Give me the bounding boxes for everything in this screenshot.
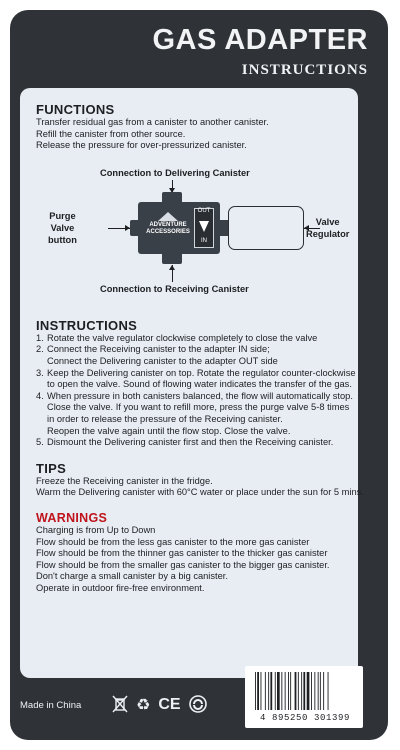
functions-line: Transfer residual gas from a canister to another canister. (36, 117, 269, 127)
certification-icons (112, 692, 207, 718)
functions-title: FUNCTIONS (36, 102, 115, 117)
warnings-section (36, 511, 350, 595)
adapter-diagram (36, 168, 358, 304)
recycle-icon: ♻ (136, 695, 151, 714)
regulator-stem (220, 220, 228, 236)
functions-section (36, 102, 350, 152)
tips-line: Freeze the Receiving canister in the fridge. (36, 475, 213, 486)
instructions-title: INSTRUCTIONS (36, 317, 138, 333)
list-item: 5. Dismount the Delivering canister first and then the Receiving canister. (36, 437, 334, 448)
header-subtitle: INSTRUCTIONS (241, 62, 368, 78)
tips-title: TIPS (36, 460, 67, 476)
mountain-logo-icon (158, 212, 178, 221)
header-title: GAS ADAPTER (152, 24, 368, 56)
ce-mark: CE (158, 696, 181, 713)
valve-regulator-knob (228, 206, 304, 250)
tips-line: Warm the Delivering canister with 60°C water or place under the sun for 5 mins. (36, 487, 364, 498)
instructions-list (36, 332, 356, 449)
instruction-panel (20, 88, 364, 678)
purge-valve-label: Purge Valve button (48, 210, 77, 245)
receiving-connection-label: Connection to Receiving Canister (100, 283, 249, 294)
green-dot-icon (189, 695, 207, 716)
warning-line: Flow should be from the less gas canister to the more gas canister (36, 536, 310, 547)
tips-section (36, 460, 364, 499)
warning-line: Don't charge a small canister by a big canister. (36, 571, 228, 582)
flow-arrow-icon (199, 221, 209, 232)
brand-logo: ADVENTURE ACCESSORIES (146, 221, 190, 235)
warnings-title: WARNINGS (36, 510, 108, 525)
made-in-label: Made in China (20, 700, 82, 711)
warning-line: Charging is from Up to Down (36, 524, 156, 535)
warning-line: Flow should be from the smaller gas canister to the bigger gas canister. (36, 559, 330, 570)
list-item: 3. Keep the Delivering canister on top. Rotate the regulator counter-clockwise to open the valve. Sound of flowing water indicates the transfer of the gas. (36, 367, 356, 390)
functions-line: Refill the canister from other source. (36, 128, 186, 139)
delivering-connection-label: Connection to Delivering Canister (100, 167, 250, 178)
barcode-number: 4 895250 301399 (259, 713, 350, 723)
instructions-section (36, 317, 356, 449)
functions-line: Release the pressure for over-pressurized canister. (36, 140, 247, 151)
list-item: 4. When pressure in both canisters balanced, the flow will automatically stop. Close the valve. If you want to refill more, press the purge valve 5-8 times in order to release the pressure of the Receiving canister. Reopen the valve again until the flow stop. Close the valve. (36, 390, 353, 436)
barcode-bars (255, 672, 355, 710)
warning-line: Operate in outdoor fire-free environment. (36, 582, 205, 593)
barcode (245, 666, 363, 728)
crossed-bin-icon (112, 695, 128, 716)
list-item: 1. Rotate the valve regulator clockwise completely to close the valve (36, 332, 318, 343)
out-label: OUT (197, 207, 211, 214)
warning-line: Flow should be from the thinner gas canister to the thicker gas canister (36, 548, 328, 559)
valve-regulator-label: Valve Regulator (306, 216, 350, 239)
list-item: 2. Connect the Receiving canister to the adapter IN side; Connect the Delivering canister to the adapter OUT side (36, 344, 278, 366)
in-label: IN (201, 237, 207, 244)
